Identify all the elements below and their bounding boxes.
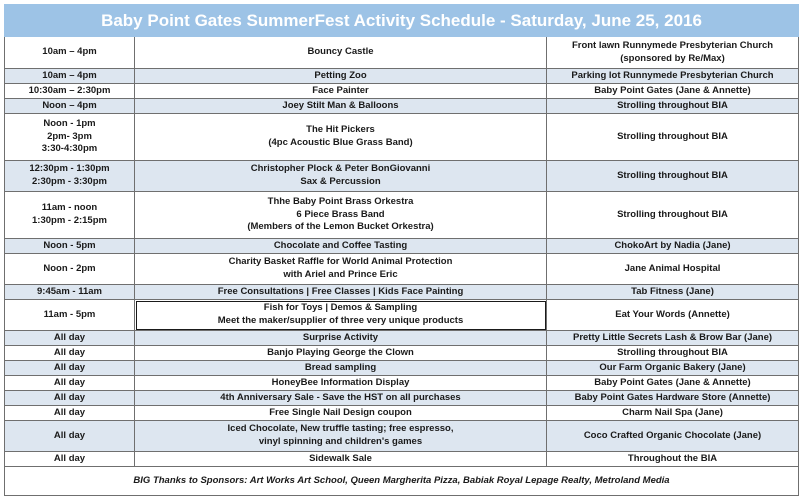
activity-cell[interactable] xyxy=(135,254,547,285)
time-cell-line: All day xyxy=(53,391,86,403)
time-cell-line: 2:30pm - 3:30pm xyxy=(32,176,107,187)
location-cell[interactable] xyxy=(547,346,799,361)
title-row xyxy=(5,5,799,37)
activity-cell[interactable] xyxy=(135,161,547,192)
time-cell[interactable] xyxy=(5,331,135,346)
schedule-row xyxy=(5,285,799,300)
time-cell[interactable] xyxy=(5,421,135,452)
time-cell-line: 9:45am - 11am xyxy=(37,285,102,297)
schedule-body xyxy=(5,5,799,496)
schedule-table xyxy=(4,4,799,496)
time-cell[interactable] xyxy=(5,376,135,391)
location-cell-line: Our Farm Organic Bakery (Jane) xyxy=(599,361,746,373)
location-cell[interactable] xyxy=(547,99,799,114)
location-cell[interactable] xyxy=(547,361,799,376)
time-cell-line: 3:30-4:30pm xyxy=(41,143,98,155)
activity-cell-line: Free Consultations | Free Classes | Kids Face Painting xyxy=(217,285,464,297)
location-cell[interactable] xyxy=(547,37,799,69)
location-cell-line: Jane Animal Hospital xyxy=(624,262,721,274)
schedule-row xyxy=(5,376,799,391)
time-cell-line: All day xyxy=(53,452,86,464)
time-cell-line: Noon - 2pm xyxy=(43,262,96,274)
schedule-row xyxy=(5,391,799,406)
time-cell-line: Noon – 4pm xyxy=(42,99,97,111)
time-cell-line: All day xyxy=(53,406,86,418)
location-cell-line: Coco Crafted Organic Chocolate (Jane) xyxy=(583,429,762,441)
schedule-row xyxy=(5,239,799,254)
activity-cell[interactable] xyxy=(135,376,547,391)
activity-cell-line: Sax & Percussion xyxy=(300,176,381,187)
location-cell-line: (sponsored by Re/Max) xyxy=(620,52,725,64)
activity-cell[interactable] xyxy=(135,361,547,376)
activity-cell[interactable] xyxy=(135,239,547,254)
location-cell-line: ChokoArt by Nadia (Jane) xyxy=(614,239,731,251)
activity-cell-line: Christopher Plock & Peter BonGiovanni xyxy=(250,163,431,175)
activity-cell-line: Surprise Activity xyxy=(302,331,379,343)
activity-cell[interactable] xyxy=(135,346,547,361)
time-cell-line: 1:30pm - 2:15pm xyxy=(32,215,107,226)
schedule-row xyxy=(5,192,799,239)
location-cell[interactable] xyxy=(547,421,799,452)
location-cell[interactable] xyxy=(547,254,799,285)
location-cell-line: Eat Your Words (Annette) xyxy=(615,308,730,320)
footer-row xyxy=(5,467,799,496)
time-cell-line: All day xyxy=(53,376,86,388)
activity-cell[interactable] xyxy=(135,300,547,331)
location-cell[interactable] xyxy=(547,114,799,161)
activity-cell-line: Joey Stilt Man & Balloons xyxy=(282,99,399,111)
activity-cell-line: Face Painter xyxy=(312,84,369,96)
location-cell-line: Strolling throughout BIA xyxy=(617,99,728,111)
schedule-row xyxy=(5,361,799,376)
location-cell[interactable] xyxy=(547,192,799,239)
location-cell-line: Strolling throughout BIA xyxy=(617,130,728,142)
activity-cell-line: Chocolate and Coffee Tasting xyxy=(273,239,408,251)
time-cell[interactable] xyxy=(5,69,135,84)
time-cell-line: 2pm- 3pm xyxy=(47,130,92,142)
schedule-row xyxy=(5,406,799,421)
time-cell-line: All day xyxy=(53,429,86,441)
schedule-row xyxy=(5,99,799,114)
time-cell[interactable] xyxy=(5,239,135,254)
schedule-row xyxy=(5,161,799,192)
sponsors-note[interactable]: BIG Thanks to Sponsors: Art Works Art School, Queen Margherita Pizza, Babiak Royal Lepage Realty, Metroland Media xyxy=(5,467,799,496)
time-cell[interactable] xyxy=(5,391,135,406)
schedule-row xyxy=(5,114,799,161)
time-cell[interactable] xyxy=(5,37,135,69)
schedule-row xyxy=(5,69,799,84)
schedule-row xyxy=(5,300,799,331)
time-cell-line: All day xyxy=(53,361,86,373)
activity-cell-line: Charity Basket Raffle for World Animal Protection xyxy=(228,256,453,268)
location-cell[interactable] xyxy=(547,391,799,406)
location-cell-line: Strolling throughout BIA xyxy=(617,169,728,181)
time-cell-line: 10am – 4pm xyxy=(42,69,97,81)
time-cell[interactable] xyxy=(5,285,135,300)
time-cell-line: 11am - noon xyxy=(41,202,98,214)
activity-cell-line: Bouncy Castle xyxy=(307,46,374,58)
time-cell-line: 10:30am – 2:30pm xyxy=(28,84,111,96)
time-cell-line: 12:30pm - 1:30pm xyxy=(29,163,110,175)
location-cell[interactable] xyxy=(547,406,799,421)
activity-cell[interactable] xyxy=(135,192,547,239)
time-cell[interactable] xyxy=(5,300,135,331)
time-cell-line: All day xyxy=(53,331,86,343)
location-cell-line: Strolling throughout BIA xyxy=(617,208,728,220)
activity-cell[interactable] xyxy=(135,114,547,161)
activity-cell[interactable] xyxy=(135,69,547,84)
time-cell[interactable] xyxy=(5,114,135,161)
activity-cell-line: vinyl spinning and children's games xyxy=(258,436,423,447)
schedule-row xyxy=(5,421,799,452)
activity-cell-line: Petting Zoo xyxy=(314,69,367,81)
schedule-row xyxy=(5,254,799,285)
location-cell-line: Parking lot Runnymede Presbyterian Church xyxy=(571,69,774,81)
activity-cell-line: 4th Anniversary Sale - Save the HST on all purchases xyxy=(220,391,461,403)
activity-cell-line: Sidewalk Sale xyxy=(309,452,372,464)
page-title[interactable]: Baby Point Gates SummerFest Activity Schedule - Saturday, June 25, 2016 xyxy=(5,5,799,37)
time-cell[interactable] xyxy=(5,99,135,114)
location-cell-line: Baby Point Gates (Jane & Annette) xyxy=(594,84,751,96)
activity-cell-line: Meet the maker/supplier of three very unique products xyxy=(217,315,464,326)
time-cell-line: 10am – 4pm xyxy=(42,46,97,58)
location-cell[interactable] xyxy=(547,285,799,300)
activity-cell[interactable] xyxy=(135,421,547,452)
time-cell[interactable] xyxy=(5,406,135,421)
activity-cell-line: Fish for Toys | Demos & Sampling xyxy=(263,302,418,314)
location-cell-line: Strolling throughout BIA xyxy=(617,346,728,358)
location-cell-line: Baby Point Gates (Jane & Annette) xyxy=(594,376,751,388)
activity-cell[interactable] xyxy=(135,331,547,346)
activity-cell-line: Bread sampling xyxy=(304,361,377,373)
activity-cell-line: (Members of the Lemon Bucket Orkestra) xyxy=(247,221,434,233)
location-cell[interactable] xyxy=(547,331,799,346)
activity-cell[interactable] xyxy=(135,99,547,114)
activity-cell-line: Free Single Nail Design coupon xyxy=(269,406,412,418)
location-cell[interactable] xyxy=(547,300,799,331)
activity-cell-line: HoneyBee Information Display xyxy=(271,376,410,388)
location-cell-line: Pretty Little Secrets Lash & Brow Bar (Jane) xyxy=(572,331,773,343)
activity-cell[interactable] xyxy=(135,452,547,467)
time-cell[interactable] xyxy=(5,192,135,239)
time-cell[interactable] xyxy=(5,84,135,99)
location-cell[interactable] xyxy=(547,239,799,254)
location-cell-line: Front lawn Runnymede Presbyterian Church xyxy=(571,39,774,51)
location-cell-line: Tab Fitness (Jane) xyxy=(631,285,714,297)
location-cell-line: Baby Point Gates Hardware Store (Annette) xyxy=(574,391,771,403)
schedule-row xyxy=(5,331,799,346)
activity-cell-line: The Hit Pickers xyxy=(306,124,375,136)
activity-cell[interactable] xyxy=(135,285,547,300)
time-cell-line: Noon - 1pm xyxy=(43,118,96,130)
activity-cell-line: (4pc Acoustic Blue Grass Band) xyxy=(268,137,413,148)
time-cell[interactable] xyxy=(5,161,135,192)
location-cell[interactable] xyxy=(547,452,799,467)
time-cell-line: Noon - 5pm xyxy=(43,239,96,251)
schedule-row xyxy=(5,452,799,467)
location-cell[interactable] xyxy=(547,69,799,84)
schedule-row xyxy=(5,84,799,99)
time-cell[interactable] xyxy=(5,254,135,285)
schedule-row xyxy=(5,37,799,69)
activity-cell-line: Thhe Baby Point Brass Orkestra xyxy=(267,196,414,208)
activity-cell[interactable] xyxy=(135,37,547,69)
time-cell[interactable] xyxy=(5,361,135,376)
location-cell[interactable] xyxy=(547,84,799,99)
location-cell-line: Throughout the BIA xyxy=(627,452,718,464)
activity-cell-line: 6 Piece Brass Band xyxy=(296,208,385,220)
activity-cell-line: Banjo Playing George the Clown xyxy=(267,346,414,358)
location-cell-line: Charm Nail Spa (Jane) xyxy=(622,406,723,418)
activity-cell[interactable] xyxy=(135,391,547,406)
location-cell[interactable] xyxy=(547,376,799,391)
location-cell[interactable] xyxy=(547,161,799,192)
time-cell-line: All day xyxy=(53,346,86,358)
activity-cell[interactable] xyxy=(135,406,547,421)
activity-cell-line: with Ariel and Prince Eric xyxy=(283,269,398,280)
time-cell-line: 11am - 5pm xyxy=(43,308,96,320)
activity-cell-line: Iced Chocolate, New truffle tasting; free espresso, xyxy=(227,423,454,435)
activity-cell[interactable] xyxy=(135,84,547,99)
time-cell[interactable] xyxy=(5,346,135,361)
schedule-row xyxy=(5,346,799,361)
time-cell[interactable] xyxy=(5,452,135,467)
